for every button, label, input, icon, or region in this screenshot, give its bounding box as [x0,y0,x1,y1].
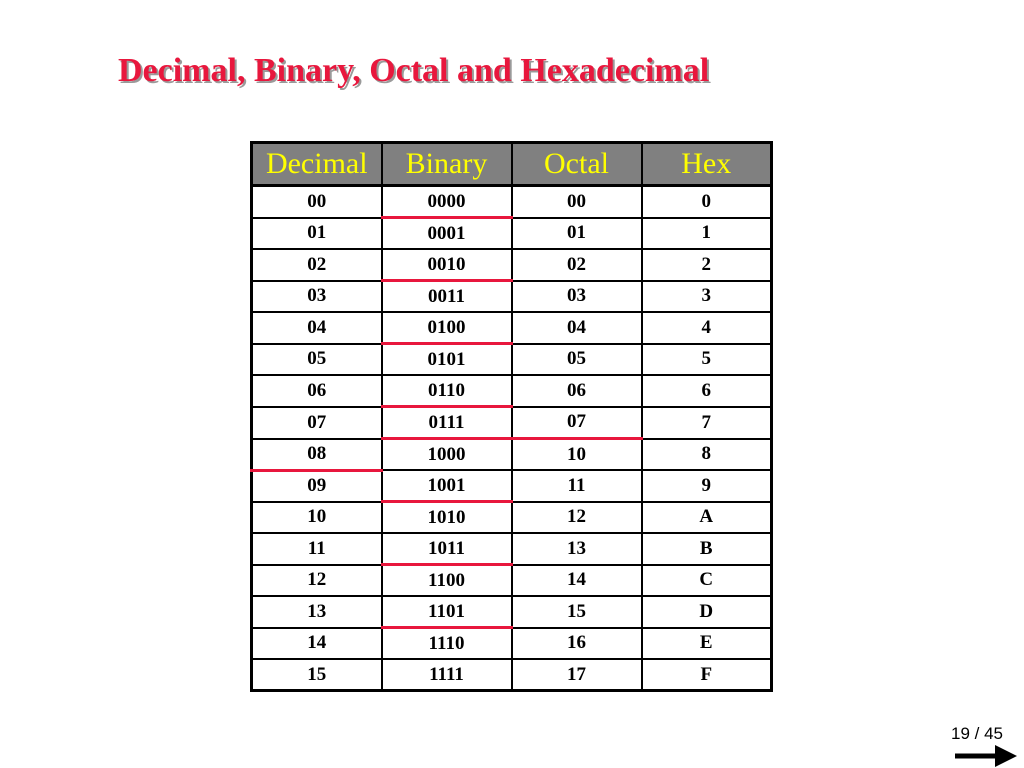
cell-hex: 7 [642,407,772,439]
cell-octal: 00 [512,186,642,218]
table-row [252,344,772,376]
table-row [252,502,772,534]
table-row [252,249,772,281]
table-row [252,407,772,439]
table-row [252,312,772,344]
cell-octal: 17 [512,659,642,691]
cell-octal: 10 [512,439,642,471]
page-number: 19 / 45 [951,724,1003,743]
table-row [252,565,772,597]
cell-octal: 13 [512,533,642,565]
cell-binary: 0001 [382,218,512,250]
cell-decimal: 05 [252,344,382,376]
cell-decimal: 13 [252,596,382,628]
cell-binary: 0110 [382,375,512,407]
cell-decimal: 04 [252,312,382,344]
cell-decimal: 01 [252,218,382,250]
cell-binary: 0000 [382,186,512,218]
cell-decimal: 07 [252,407,382,439]
cell-hex: E [642,628,772,660]
cell-octal: 03 [512,281,642,313]
cell-decimal: 03 [252,281,382,313]
cell-binary: 0101 [382,344,512,376]
cell-binary: 1110 [382,628,512,660]
cell-hex: D [642,596,772,628]
cell-octal: 02 [512,249,642,281]
cell-binary: 1100 [382,565,512,597]
header-binary: Binary [382,143,512,186]
cell-hex: 3 [642,281,772,313]
table-row [252,533,772,565]
cell-hex: 0 [642,186,772,218]
table-row [252,470,772,502]
cell-binary: 0100 [382,312,512,344]
table-row [252,281,772,313]
cell-hex: 2 [642,249,772,281]
table-body [252,186,772,691]
cell-hex: A [642,502,772,534]
cell-decimal: 11 [252,533,382,565]
cell-hex: F [642,659,772,691]
cell-binary: 0111 [382,407,512,439]
header-octal: Octal [512,143,642,186]
cell-decimal: 02 [252,249,382,281]
cell-binary: 1111 [382,659,512,691]
cell-binary: 1101 [382,596,512,628]
cell-octal: 06 [512,375,642,407]
cell-decimal: 10 [252,502,382,534]
cell-octal: 07 [512,407,642,439]
cell-octal: 04 [512,312,642,344]
cell-hex: B [642,533,772,565]
cell-decimal: 14 [252,628,382,660]
cell-binary: 0011 [382,281,512,313]
cell-hex: 8 [642,439,772,471]
cell-octal: 05 [512,344,642,376]
cell-hex: 4 [642,312,772,344]
cell-octal: 12 [512,502,642,534]
cell-binary: 1000 [382,439,512,471]
table-header-row [252,143,772,186]
cell-binary: 0010 [382,249,512,281]
header-hex: Hex [642,143,772,186]
cell-binary: 1011 [382,533,512,565]
cell-hex: 1 [642,218,772,250]
cell-binary: 1001 [382,470,512,502]
cell-decimal: 08 [252,439,382,471]
cell-octal: 11 [512,470,642,502]
cell-octal: 16 [512,628,642,660]
cell-hex: 5 [642,344,772,376]
table-row [252,218,772,250]
cell-binary: 1010 [382,502,512,534]
conversion-table [250,141,773,692]
cell-decimal: 15 [252,659,382,691]
table-row [252,375,772,407]
table-row [252,186,772,218]
slide-title: Decimal, Binary, Octal and Hexadecimal [118,52,710,89]
cell-octal: 01 [512,218,642,250]
cell-hex: 9 [642,470,772,502]
cell-octal: 14 [512,565,642,597]
cell-hex: C [642,565,772,597]
cell-decimal: 09 [252,470,382,502]
table-row [252,439,772,471]
right-arrow-icon[interactable] [955,745,1017,767]
table-row [252,628,772,660]
cell-decimal: 00 [252,186,382,218]
table-row [252,659,772,691]
cell-decimal: 06 [252,375,382,407]
cell-decimal: 12 [252,565,382,597]
cell-octal: 15 [512,596,642,628]
header-decimal: Decimal [252,143,382,186]
cell-hex: 6 [642,375,772,407]
table-row [252,596,772,628]
